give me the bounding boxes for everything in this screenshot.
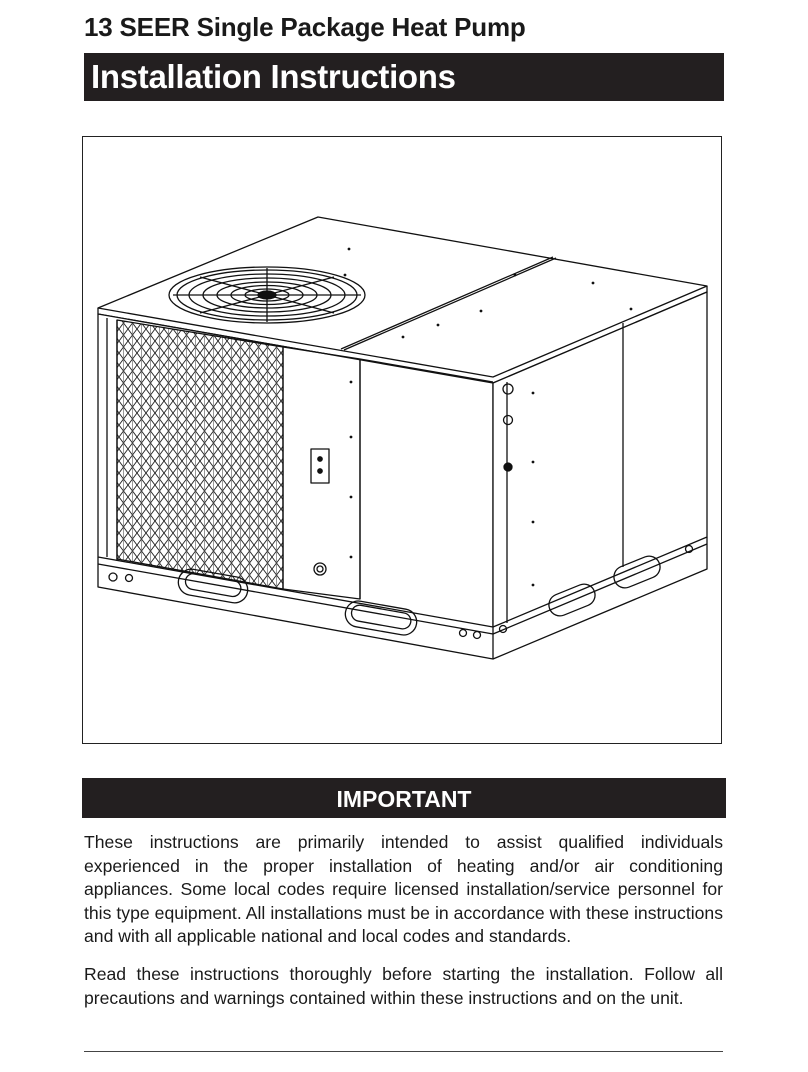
important-label: IMPORTANT (336, 786, 472, 812)
product-heading: 13 SEER Single Package Heat Pump (84, 12, 526, 42)
important-banner (82, 778, 726, 818)
footer-divider (84, 1051, 723, 1052)
unit-figure (82, 136, 722, 744)
important-paragraph-1: These instructions are primarily intended to assist qualified individuals experienced in the proper installation of heating and/or air conditioning appliances. Some local codes require licensed installation/service personnel for this type equipment. All installations must be in accordance with these instructions and with all applicable national and local codes and standards. (84, 832, 723, 947)
important-paragraph-2: Read these instructions thoroughly before starting the installation. Follow all precautions and warnings contained within these instructions and on the unit. (84, 964, 723, 1008)
title-banner (84, 53, 724, 101)
page-title: Installation Instructions (91, 58, 456, 95)
heat-pump-unit-illustration-icon (83, 137, 721, 743)
